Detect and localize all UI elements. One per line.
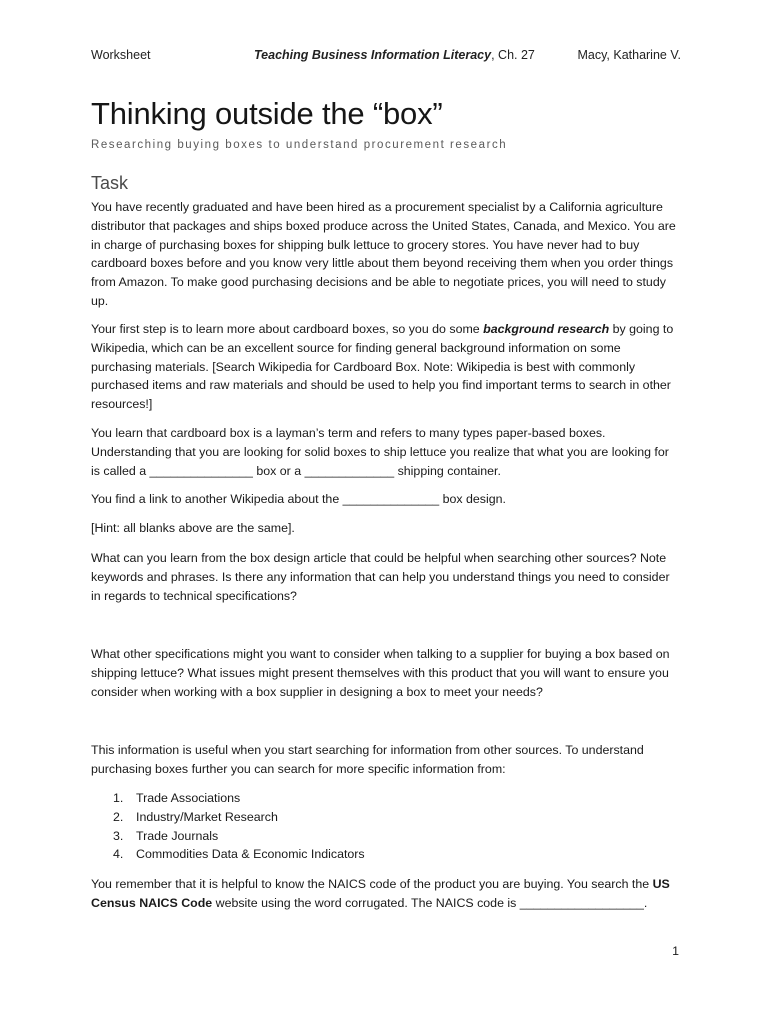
- background-research-paragraph: [91, 320, 681, 414]
- paragraph-text: Your first step is to learn more about cardboard boxes, so you do some: [91, 322, 484, 336]
- worksheet-page: [91, 0, 681, 1024]
- page-header: [91, 48, 681, 66]
- paragraph-text: by going to Wikipedia, which can be an excellent source for finding general background information on some purchasing materials. [Search Wikipedia for Cardboard Box. Note: Wikipedia is best with commonly purchased items and raw materials and should be used to help you find important terms to search in other resources!]: [91, 322, 674, 412]
- list-item: [91, 845, 365, 864]
- background-research-term: background research: [483, 322, 610, 336]
- paragraph-text: You remember that it is helpful to know the NAICS code of the product you are buying. You search the: [91, 877, 653, 891]
- list-item: [91, 808, 365, 827]
- sources-list: [91, 789, 365, 864]
- task-heading: Task: [91, 173, 129, 193]
- intro-paragraph: You have recently graduated and have been hired as a procurement specialist by a California agriculture distributor that packages and ships boxed produce across the United States, Canada, and Mexico. You are in charge of purchasing boxes for shipping bulk lettuce to grocery stores. You have never had to buy cardboard boxes before and you know very little about them beyond receiving them when you order things from Amazon. To make good purchasing decisions and be able to negotiate prices, you will need to study up.: [91, 200, 676, 308]
- header-chapter: , Ch. 27: [491, 48, 535, 62]
- list-label: Commodities Data & Economic Indicators: [136, 847, 365, 862]
- sources-intro-paragraph: This information is useful when you start searching for information from other sources. To understand purchasing boxes further you can search for more specific information from:: [91, 743, 644, 776]
- list-label: Industry/Market Research: [136, 809, 278, 824]
- header-book-reference: [254, 48, 535, 62]
- paragraph-text: website using the word corrugated. The NAICS code is __________________.: [212, 895, 648, 910]
- list-item: [91, 827, 365, 846]
- header-author: Macy, Katharine V.: [577, 48, 681, 62]
- hint-paragraph: [Hint: all blanks above are the same].: [91, 521, 295, 535]
- header-book-title: Teaching Business Information Literacy: [254, 48, 492, 62]
- list-number: 2.: [113, 809, 124, 824]
- page-subtitle: Researching buying boxes to understand procurement research: [91, 139, 508, 151]
- list-number: 4.: [113, 847, 124, 862]
- box-type-paragraph: You learn that cardboard box is a layman’s term and refers to many types paper-based boxes. Understanding that you are looking for solid boxes to ship lettuce you realize that what you are looking for is called a _______________ box or a _____________ shipping container.: [91, 426, 669, 478]
- page-title: Thinking outside the “box”: [91, 96, 443, 131]
- box-design-question: What can you learn from the box design article that could be helpful when searching other sources? Note keywords and phrases. Is there any information that can help you understand things you need to consider in regards to technical specifications?: [91, 551, 670, 603]
- naics-code-term: US Census NAICS Code: [91, 877, 670, 910]
- box-design-paragraph: You find a link to another Wikipedia about the ______________ box design.: [91, 492, 506, 506]
- list-number: 1.: [113, 791, 124, 805]
- list-item: [91, 789, 365, 808]
- header-label: Worksheet: [91, 48, 151, 62]
- list-number: 3.: [113, 828, 124, 843]
- list-label: Trade Associations: [136, 791, 241, 805]
- list-label: Trade Journals: [136, 828, 219, 843]
- specifications-question: What other specifications might you want to consider when talking to a supplier for buying a box based on shipping lettuce? What issues might present themselves with this product that you will want to ensure you consider when working with a box supplier in designing a box to meet your needs?: [91, 647, 670, 699]
- page-number: 1: [672, 944, 679, 958]
- naics-paragraph: [91, 875, 681, 913]
